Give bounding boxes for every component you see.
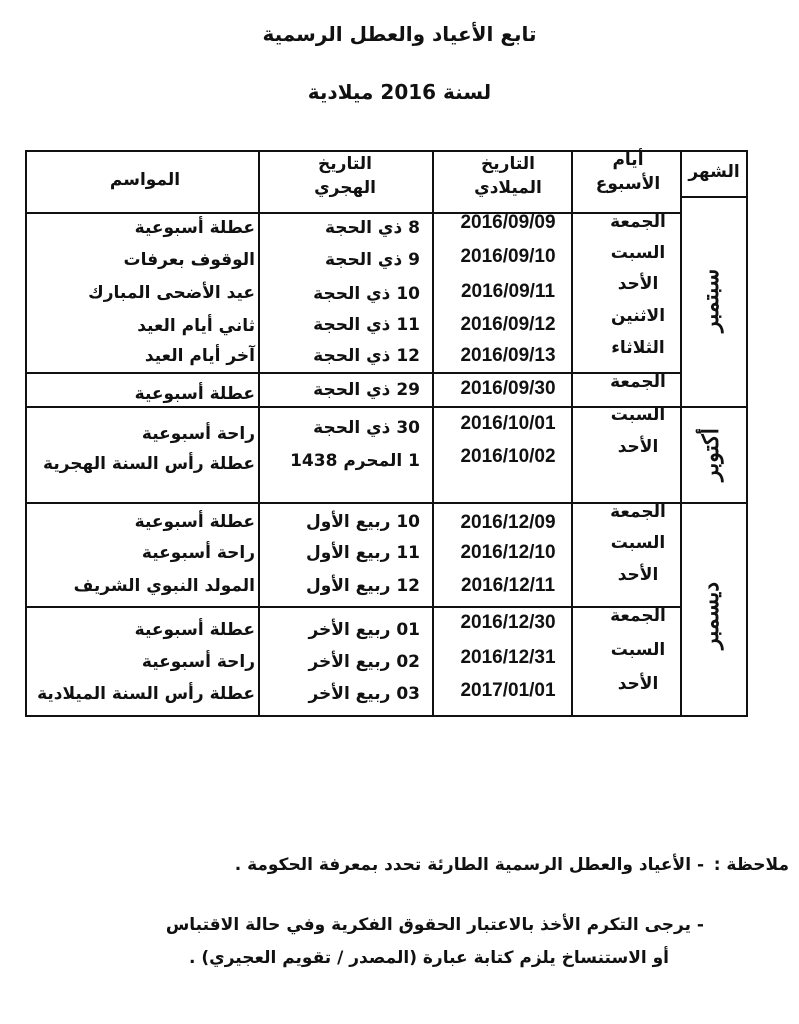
gregorian-date-cell: 2016/09/11	[460, 281, 556, 302]
note-line-2: - يرجى التكرم الأخذ بالاعتبار الحقوق الفكرية وفي حالة الاقتباس	[165, 915, 704, 935]
season-cell: عطلة رأس السنة الهجرية	[43, 454, 255, 474]
weekday-cell: السبت	[610, 640, 666, 660]
hijri-date-cell: 29 ذي الحجة	[313, 380, 420, 400]
note-line-3: أو الاستنساخ يلزم كتابة عبارة (المصدر / تقويم العجيري) .	[188, 948, 669, 968]
hijri-date-cell: 11 ربيع الأول	[305, 543, 420, 563]
header-gregorian: التاريخ الميلادي	[474, 154, 542, 198]
season-cell: راحة أسبوعية	[141, 424, 255, 444]
column-divider	[258, 150, 260, 717]
weekday-cell: السبت	[610, 533, 666, 553]
gregorian-date-cell: 2016/12/30	[460, 612, 556, 633]
weekday-cell: السبت	[610, 243, 666, 263]
row-divider	[680, 196, 748, 198]
gregorian-date-cell: 2017/01/01	[460, 680, 556, 701]
header-month: الشهر	[688, 162, 740, 182]
weekday-cell: السبت	[610, 405, 666, 425]
header-hijri: التاريخ الهجري	[314, 154, 376, 198]
gregorian-date-cell: 2016/09/10	[460, 246, 556, 267]
header-weekday: أيام الأسبوع	[595, 150, 661, 194]
season-cell: عطلة أسبوعية	[134, 512, 255, 532]
hijri-date-cell: 10 ذي الحجة	[313, 284, 420, 304]
month-label-september: سبتمبر	[698, 268, 724, 332]
hijri-date-cell: 8 ذي الحجة	[324, 218, 420, 238]
month-label-december: ديسمبر	[698, 581, 724, 649]
gregorian-date-cell: 2016/12/31	[460, 647, 556, 668]
header-seasons: المواسم	[109, 170, 181, 190]
weekday-cell: الأحد	[617, 565, 659, 585]
hijri-date-cell: 12 ربيع الأول	[305, 576, 420, 596]
season-cell: عطلة أسبوعية	[134, 218, 255, 238]
row-divider	[25, 606, 680, 608]
weekday-cell: الأحد	[617, 674, 659, 694]
weekday-cell: الجمعة	[610, 606, 666, 626]
hijri-date-cell: 02 ربيع الأخر	[308, 652, 420, 672]
hijri-date-cell: 1 المحرم 1438	[290, 451, 420, 471]
season-cell: راحة أسبوعية	[141, 652, 255, 672]
hijri-date-cell: 9 ذي الحجة	[324, 250, 420, 270]
season-cell: ثاني أيام العيد	[137, 316, 255, 336]
gregorian-date-cell: 2016/12/09	[460, 512, 556, 533]
hijri-date-cell: 03 ربيع الأخر	[308, 684, 420, 704]
hijri-date-cell: 01 ربيع الأخر	[308, 620, 420, 640]
gregorian-date-cell: 2016/10/01	[460, 413, 556, 434]
gregorian-date-cell: 2016/09/12	[460, 314, 556, 335]
hijri-date-cell: 12 ذي الحجة	[313, 346, 420, 366]
gregorian-date-cell: 2016/09/09	[460, 212, 556, 233]
weekday-cell: الجمعة	[610, 212, 666, 232]
hijri-date-cell: 10 ربيع الأول	[305, 512, 420, 532]
document-title: تابع الأعياد والعطل الرسمية	[262, 22, 537, 46]
season-cell: عطلة أسبوعية	[134, 384, 255, 404]
weekday-cell: الجمعة	[610, 372, 666, 392]
gregorian-date-cell: 2016/10/02	[460, 446, 556, 467]
season-cell: آخر أيام العيد	[144, 346, 255, 366]
season-cell: عطلة أسبوعية	[134, 620, 255, 640]
row-divider	[25, 372, 680, 374]
gregorian-date-cell: 2016/09/13	[460, 345, 556, 366]
gregorian-date-cell: 2016/09/30	[460, 378, 556, 399]
season-cell: المولد النبوي الشريف	[73, 576, 255, 596]
row-divider	[25, 212, 680, 214]
weekday-cell: الأحد	[617, 437, 659, 457]
gregorian-date-cell: 2016/12/10	[460, 542, 556, 563]
weekday-cell: الثلاثاء	[611, 338, 665, 358]
column-divider	[432, 150, 434, 717]
month-label-october: أكتوبر	[698, 428, 724, 482]
gregorian-date-cell: 2016/12/11	[460, 575, 556, 596]
document-subtitle: لسنة 2016 ميلادية	[307, 80, 492, 104]
weekday-cell: الأحد	[617, 274, 659, 294]
hijri-date-cell: 30 ذي الحجة	[313, 418, 420, 438]
note-line-1: - الأعياد والعطل الرسمية الطارئة تحدد بمعرفة الحكومة .	[234, 855, 704, 875]
season-cell: الوقوف بعرفات	[123, 250, 255, 270]
hijri-date-cell: 11 ذي الحجة	[313, 315, 420, 335]
season-cell: عطلة رأس السنة الميلادية	[37, 684, 255, 704]
weekday-cell: الاثنين	[610, 306, 666, 326]
column-divider	[680, 150, 682, 717]
season-cell: راحة أسبوعية	[141, 543, 255, 563]
weekday-cell: الجمعة	[610, 502, 666, 522]
note-label: ملاحظة :	[713, 855, 789, 875]
season-cell: عيد الأضحى المبارك	[88, 283, 255, 303]
